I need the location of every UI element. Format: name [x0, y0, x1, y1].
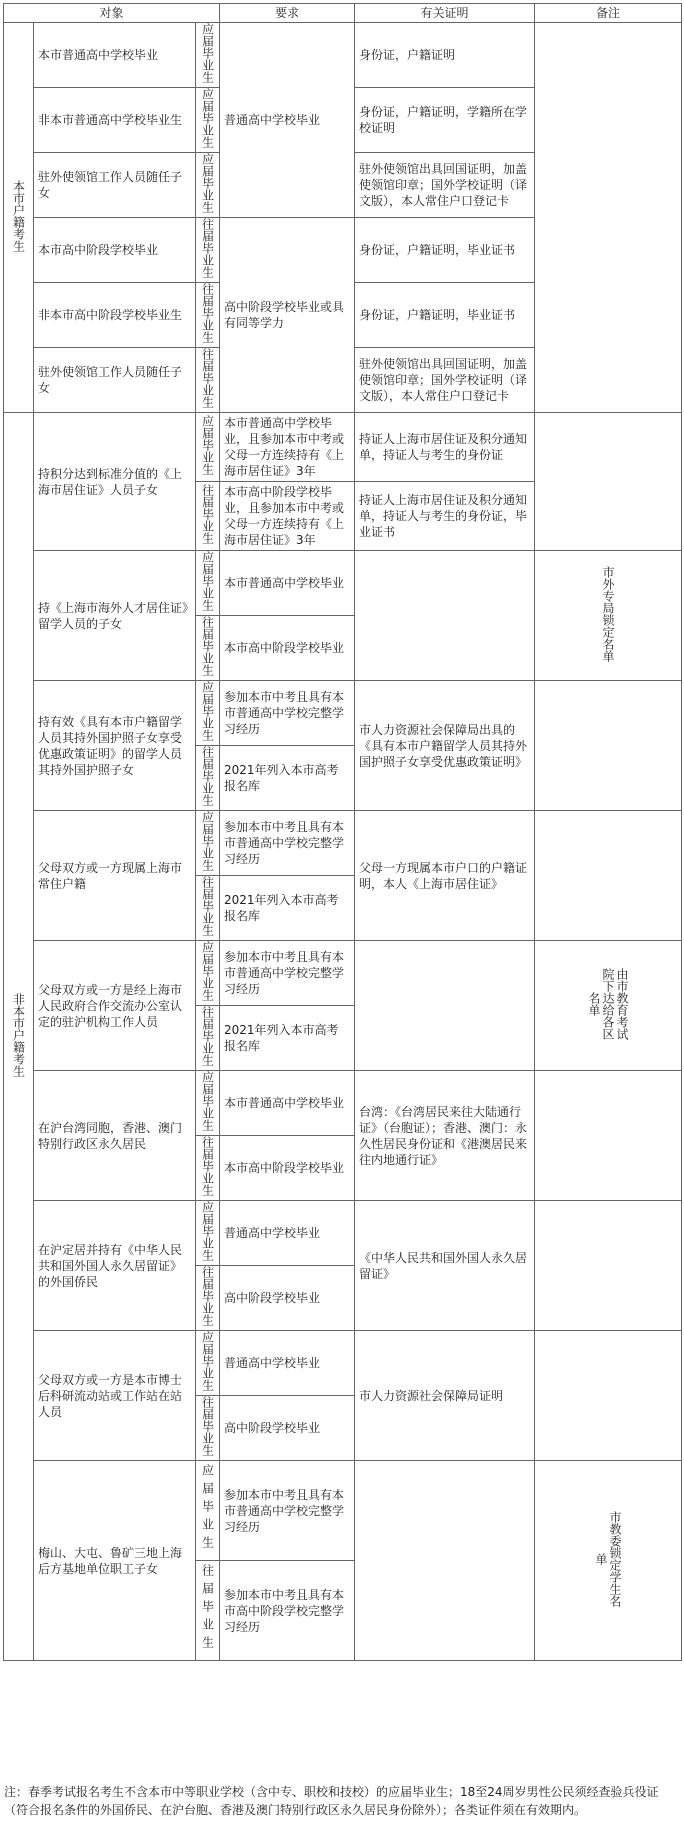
proof: 持证人上海市居住证及积分通知单，持证人与考生的身份证 [355, 413, 535, 482]
remark-empty [535, 1071, 682, 1201]
table-row [4, 941, 682, 1006]
object-name: 驻外使领馆工作人员随任子女 [34, 348, 196, 413]
grad-status: 应届毕业生 [196, 811, 220, 876]
object-name: 本市高中阶段学校毕业 [34, 218, 196, 283]
object-name: 在沪台湾同胞，香港、澳门特别行政区永久居民 [34, 1071, 196, 1201]
grad-status: 应届毕业生 [196, 1201, 220, 1266]
eligibility-table [3, 3, 682, 1661]
remark: 由市教育考试院下达给各区名单 [535, 941, 682, 1071]
table-row [4, 681, 682, 746]
header-remark: 备注 [535, 4, 682, 23]
grad-status: 应届毕业生 [196, 941, 220, 1006]
grad-status: 往届毕业生 [196, 1561, 220, 1661]
proof: 驻外使领馆出具回国证明，加盖使领馆印章；国外学校证明（译文版），本人常住户口登记卡 [355, 348, 535, 413]
proof: 台湾：《台湾居民来往大陆通行证》（台胞证）；香港、澳门：永久性居民身份证和《港澳居民来往内地通行证》 [355, 1071, 535, 1201]
grad-status: 往届毕业生 [196, 482, 220, 551]
grad-status: 往届毕业生 [196, 1006, 220, 1071]
grad-status: 应届毕业生 [196, 413, 220, 482]
requirement: 2021年列入本市高考报名库 [220, 1006, 355, 1071]
requirement: 2021年列入本市高考报名库 [220, 876, 355, 941]
remark-empty [535, 681, 682, 811]
object-name: 父母双方或一方是经上海市人民政府合作交流办公室认定的驻沪机构工作人员 [34, 941, 196, 1071]
requirement: 本市高中阶段学校毕业，且参加本市中考或父母一方连续持有《上海市居住证》3年 [220, 482, 355, 551]
table-row [4, 811, 682, 876]
grad-status: 应届毕业生 [196, 88, 220, 153]
proof: 市人力资源社会保障局出具的《具有本市户籍留学人员其持外国护照子女享受优惠政策证明》 [355, 681, 535, 811]
remark: 市外专局锁定名单 [535, 551, 682, 681]
proof: 身份证，户籍证明，毕业证书 [355, 218, 535, 283]
grad-status: 往届毕业生 [196, 1396, 220, 1461]
table-header-row [4, 4, 682, 23]
object-name: 驻外使领馆工作人员随任子女 [34, 153, 196, 218]
object-name: 持《上海市海外人才居住证》留学人员的子女 [34, 551, 196, 681]
object-name: 在沪定居并持有《中华人民共和国外国人永久居留证》的外国侨民 [34, 1201, 196, 1331]
proof: 身份证，户籍证明，学籍所在学校证明 [355, 88, 535, 153]
requirement: 高中阶段学校毕业 [220, 1266, 355, 1331]
grad-status: 应届毕业生 [196, 1071, 220, 1136]
grad-status: 应届毕业生 [196, 23, 220, 88]
grad-status: 应届毕业生 [196, 681, 220, 746]
requirement: 本市高中阶段学校毕业 [220, 616, 355, 681]
grad-status: 往届毕业生 [196, 746, 220, 811]
object-name: 梅山、大屯、鲁矿三地上海后方基地单位职工子女 [34, 1461, 196, 1661]
requirement: 参加本市中考且具有本市普通高中学校完整学习经历 [220, 811, 355, 876]
table-row [4, 23, 682, 88]
footnote: 注：春季考试报名考生不含本市中等职业学校（含中专、职校和技校）的应届毕业生；18至24周岁男性公民须经查验兵役证（符合报名条件的外国侨民、在沪台胞、香港及澳门特别行政区永久居民身份除外）；各类证件须在有效期内。 [4, 1785, 659, 1817]
remark: 市教委锁定学生名单 [535, 1461, 682, 1661]
proof: 市人力资源社会保障局证明 [355, 1331, 535, 1461]
table-row [4, 413, 682, 482]
grad-status: 往届毕业生 [196, 876, 220, 941]
category-nonlocal: 非本市户籍考生 [4, 413, 34, 1661]
requirement: 本市普通高中学校毕业 [220, 551, 355, 616]
grad-status: 应届毕业生 [196, 1331, 220, 1396]
object-name: 父母双方或一方现属上海市常住户籍 [34, 811, 196, 941]
grad-status: 往届毕业生 [196, 218, 220, 283]
proof-empty [355, 551, 535, 681]
remark-empty [535, 1201, 682, 1331]
object-name: 本市普通高中学校毕业 [34, 23, 196, 88]
object-name: 非本市普通高中学校毕业生 [34, 88, 196, 153]
proof: 持证人上海市居住证及积分通知单，持证人与考生的身份证，毕业证书 [355, 482, 535, 551]
requirement: 参加本市中考且具有本市普通高中学校完整学习经历 [220, 1461, 355, 1561]
requirement: 参加本市中考且具有本市普通高中学校完整学习经历 [220, 941, 355, 1006]
proof-empty [355, 1461, 535, 1661]
table-row [4, 551, 682, 616]
proof-empty [355, 941, 535, 1071]
requirement: 参加本市中考且具有本市高中阶段学校完整学习经历 [220, 1561, 355, 1661]
remark-empty [535, 811, 682, 941]
category-local: 本市户籍考生 [4, 23, 34, 413]
proof: 《中华人民共和国外国人永久居留证》 [355, 1201, 535, 1331]
grad-status: 往届毕业生 [196, 283, 220, 348]
table-row [4, 1071, 682, 1136]
grad-status: 往届毕业生 [196, 348, 220, 413]
requirement: 普通高中学校毕业 [220, 1331, 355, 1396]
grad-status: 往届毕业生 [196, 616, 220, 681]
requirement: 参加本市中考且具有本市普通高中学校完整学习经历 [220, 681, 355, 746]
table-row [4, 1201, 682, 1266]
requirement: 2021年列入本市高考报名库 [220, 746, 355, 811]
proof: 身份证，户籍证明，毕业证书 [355, 283, 535, 348]
requirement: 普通高中学校毕业 [220, 23, 355, 218]
proof: 父母一方现属本市户口的户籍证明，本人《上海市居住证》 [355, 811, 535, 941]
grad-status: 往届毕业生 [196, 1266, 220, 1331]
proof: 驻外使领馆出具回国证明，加盖使领馆印章；国外学校证明（译文版），本人常住户口登记卡 [355, 153, 535, 218]
requirement: 高中阶段学校毕业或具有同等学力 [220, 218, 355, 413]
remark-empty [535, 23, 682, 413]
remark-empty [535, 413, 682, 551]
proof: 身份证，户籍证明 [355, 23, 535, 88]
remark-empty [535, 1331, 682, 1461]
requirement: 本市普通高中学校毕业 [220, 1071, 355, 1136]
header-requirement: 要求 [220, 4, 355, 23]
object-name: 持积分达到标准分值的《上海市居住证》人员子女 [34, 413, 196, 551]
table-row [4, 1461, 682, 1561]
requirement: 高中阶段学校毕业 [220, 1396, 355, 1461]
grad-status: 应届毕业生 [196, 551, 220, 616]
header-object: 对象 [4, 4, 220, 23]
table-row [4, 1331, 682, 1396]
object-name: 持有效《具有本市户籍留学人员其持外国护照子女享受优惠政策证明》的留学人员其持外国护照子女 [34, 681, 196, 811]
requirement: 本市普通高中学校毕业，且参加本市中考或父母一方连续持有《上海市居住证》3年 [220, 413, 355, 482]
header-proof: 有关证明 [355, 4, 535, 23]
requirement: 本市高中阶段学校毕业 [220, 1136, 355, 1201]
requirement: 普通高中学校毕业 [220, 1201, 355, 1266]
grad-status: 应届毕业生 [196, 153, 220, 218]
object-name: 父母双方或一方是本市博士后科研流动站或工作站在站人员 [34, 1331, 196, 1461]
grad-status: 往届毕业生 [196, 1136, 220, 1201]
object-name: 非本市高中阶段学校毕业生 [34, 283, 196, 348]
grad-status: 应届毕业生 [196, 1461, 220, 1561]
